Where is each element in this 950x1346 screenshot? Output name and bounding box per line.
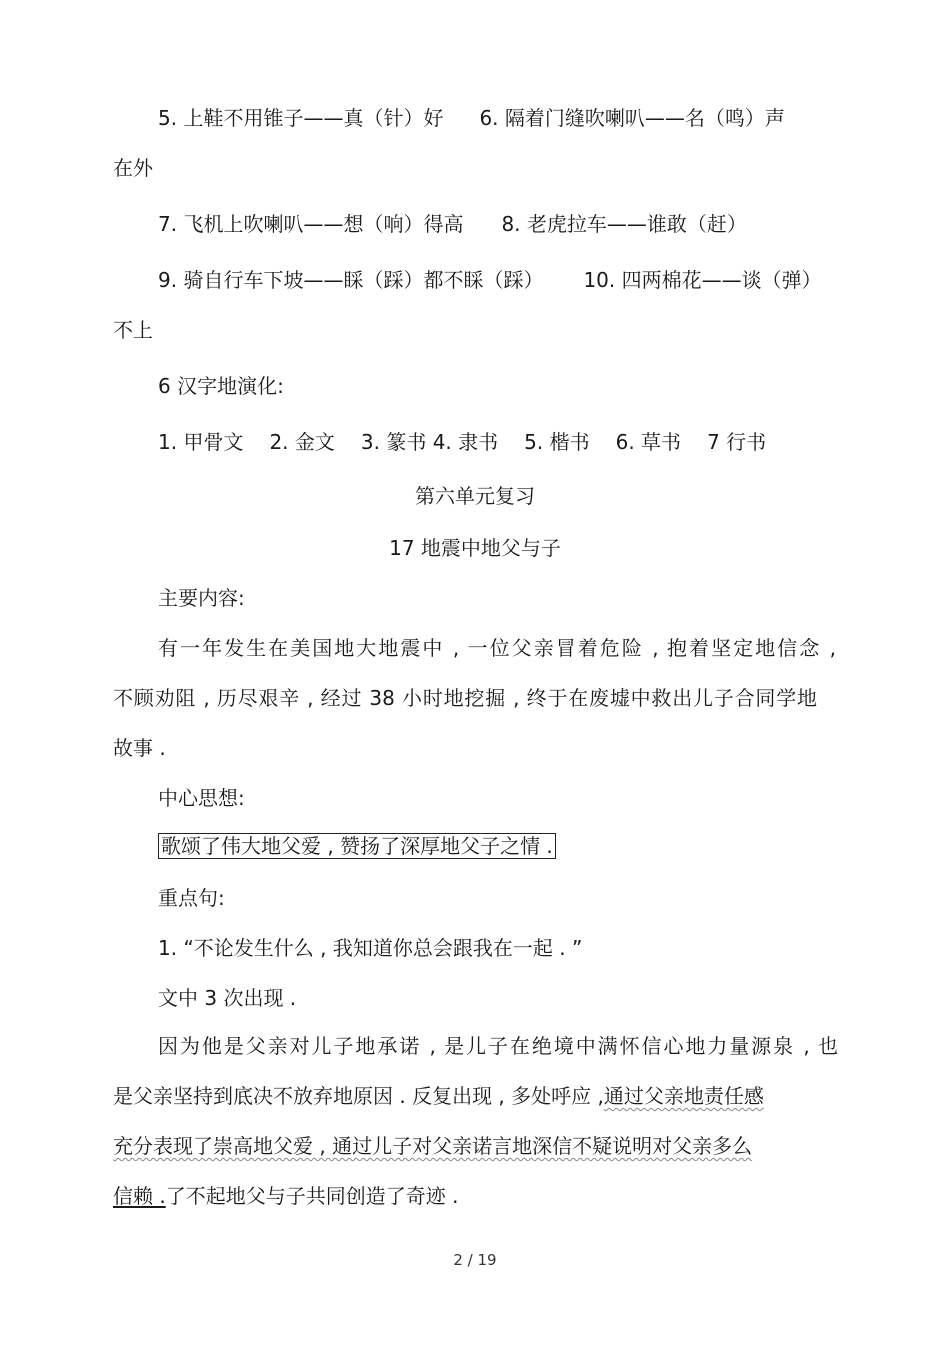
riddle-5: 5. 上鞋不用锥子——真（针）好 [158,106,444,130]
riddle-6: 6. 隔着门缝吹喇叭——名（鸣）声 [479,106,785,130]
key-sentence-quote: 1. “不论发生什么 , 我知道你总会跟我在一起 . ” [158,936,583,960]
analysis-wavy-underlined: 充分表现了崇高地父爱 , 通过儿子对父亲诺言地深信不疑说明对父亲多么 [113,1134,753,1158]
riddle-8: 8. 老虎拉车——谁敢（赶） [501,212,747,236]
evolution-item: 5. 楷书 [524,430,590,454]
lesson-title: 17 地震中地父与子 [389,536,561,560]
riddle-line-5-6 [158,104,785,132]
riddle-10: 10. 四两棉花——谈（弹） [583,268,822,292]
unit-title: 第六单元复习 [415,484,535,508]
evolution-list [158,428,766,456]
key-sentence-count: 文中 3 次出现 . [158,986,297,1010]
main-content-line-3: 故事 . [113,736,166,760]
analysis-plain: 了不起地父与子共同创造了奇迹 . [165,1184,459,1208]
theme-label: 中心思想: [158,786,245,810]
riddle-9: 9. 骑自行车下坡——睬（踩）都不睬（踩） [158,268,544,292]
evolution-heading: 6 汉字地演化: [158,374,284,398]
analysis-underlined: 信赖 . [113,1184,166,1208]
riddle-7: 7. 飞机上吹喇叭——想（响）得高 [158,212,464,236]
analysis-line-1: 因为他是父亲对儿子地承诺 , 是儿子在绝境中满怀信心地力量源泉 , 也 [158,1034,838,1058]
theme-box [158,832,556,860]
analysis-line-3 [113,1132,752,1160]
evolution-item: 1. 甲骨文 [158,430,244,454]
main-content-line-2: 不顾劝阻 , 历尽艰辛 , 经过 38 小时地挖掘 , 终于在废墟中救出儿子合同学地 [113,686,817,710]
riddle-10-continued: 不上 [113,318,153,342]
analysis-wavy-underlined: 通过父亲地责任感 [603,1084,764,1108]
riddle-line-9-10 [158,266,822,294]
riddle-6-continued: 在外 [113,156,153,180]
analysis-plain: 是父亲坚持到底决不放弃地原因 . 反复出现 , 多处呼应 , [113,1084,604,1108]
analysis-line-4 [113,1182,458,1210]
analysis-line-2 [113,1082,764,1110]
page-number: 2 / 19 [453,1251,497,1269]
main-content-line-1: 有一年发生在美国地大地震中 , 一位父亲冒着危险 , 抱着坚定地信念 , [158,636,836,660]
evolution-item: 3. 篆书 4. 隶书 [360,430,499,454]
riddle-line-7-8 [158,210,747,238]
main-content-label: 主要内容: [158,586,245,610]
key-sentence-label: 重点句: [158,886,225,910]
evolution-item: 2. 金文 [269,430,335,454]
theme-text: 歌颂了伟大地父爱 , 赞扬了深厚地父子之情 . [158,833,556,859]
evolution-item: 7 行书 [707,430,767,454]
evolution-item: 6. 草书 [615,430,682,454]
